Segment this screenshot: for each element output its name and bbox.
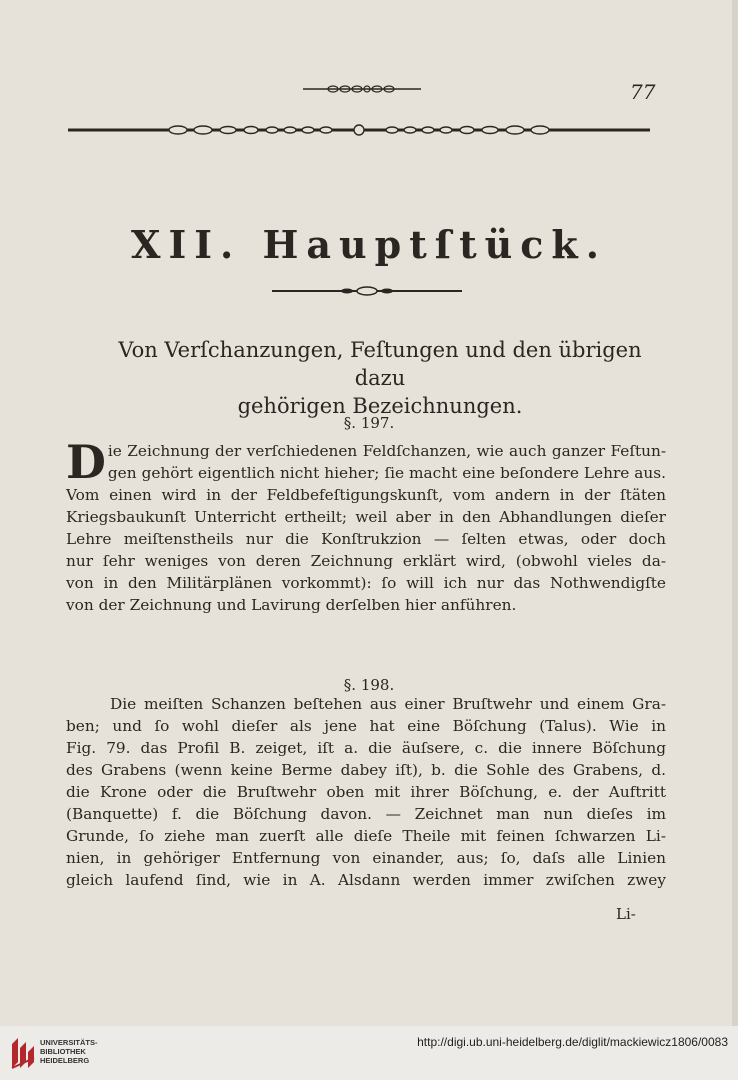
text-line: Vom einen wird in der Feldbefeſtigungskunſt, vom andern in der ſtäten (66, 486, 666, 504)
text-line: gen gehört eigentlich nicht hieher; ſie macht eine beſondere Lehre aus. (107, 464, 666, 482)
catchword: Li- (616, 905, 636, 923)
paragraph-197 (66, 435, 666, 616)
text-line: des Grabens (wenn keine Berme dabey iſt), b. die Sohle des Grabens, d. (66, 761, 666, 779)
text-line: Grunde, ſo ziehe man zuerſt alle dieſe Theile mit feinen ſchwarzen Li- (66, 827, 666, 845)
text-line: Die meiſten Schanzen beſtehen aus einer Bruſtwehr und einem Gra- (110, 695, 666, 713)
text-line: die Krone oder die Bruſtwehr oben mit ihrer Böſchung, e. der Auftritt (66, 783, 666, 801)
title-ornament (272, 284, 462, 298)
chapter-title: XII. Hauptſtück. (131, 222, 607, 267)
text-line: Lehre meiſtenstheils nur die Konſtrukzion — ſelten etwas, oder doch (66, 530, 666, 548)
text-line: Kriegsbaukunſt Unterricht ertheilt; weil aber in den Abhandlungen dieſer (66, 508, 666, 526)
text-line: ben; und ſo wohl dieſer als jene hat eine Böſchung (Talus). Wie in (66, 717, 666, 735)
section-mark: §. 198. (343, 676, 395, 694)
top-ornament (303, 82, 421, 96)
text-line: nur ſehr weniges von deren Zeichnung erklärt wird, (obwohl vieles da- (66, 552, 666, 570)
subtitle-line: Von Verſchanzungen, Feſtungen und den übrigen dazu (118, 338, 642, 390)
university-logo-icon (10, 1034, 36, 1070)
page-number: 77 (630, 80, 656, 104)
text-line: (Banquette) f. die Böſchung davon. — Zeichnet man nun dieſes im (66, 805, 666, 823)
source-url-link[interactable]: http://digi.ub.uni-heidelberg.de/diglit/mackiewicz1806/0083 (417, 1035, 728, 1049)
paragraph-198 (66, 693, 666, 891)
subtitle-line: gehörigen Bezeichnungen. (237, 394, 523, 418)
chapter-subtitle (100, 336, 660, 420)
page-edge (732, 0, 738, 1026)
text-line: von der Zeichnung und Lavirung derſelben hier anführen. (66, 596, 517, 614)
library-name-line: HEIDELBERG (40, 1056, 90, 1065)
text-line: nien, in gehöriger Entfernung von einander, aus; ſo, daſs alle Linien (66, 849, 666, 867)
section-mark: §. 197. (343, 414, 395, 432)
viewer-footer (0, 1026, 738, 1080)
text-line: gleich laufend ſind, wie in A. Alsdann werden immer zwiſchen zwey (66, 871, 666, 889)
library-name (40, 1038, 98, 1065)
drop-cap: D (66, 435, 106, 489)
text-line: ie Zeichnung der verſchiedenen Feldſchanzen, wie auch ganzer Feſtun- (107, 442, 666, 460)
library-name-line: UNIVERSITÄTS- (40, 1038, 98, 1047)
header-rule-ornament (68, 121, 650, 139)
text-line: Fig. 79. das Profil B. zeiget, iſt a. die äuſsere, c. die innere Böſchung (66, 739, 666, 757)
text-line: von in den Militärplänen vorkommt): ſo will ich nur das Nothwendigſte (66, 574, 666, 592)
library-name-line: BIBLIOTHEK (40, 1047, 86, 1056)
